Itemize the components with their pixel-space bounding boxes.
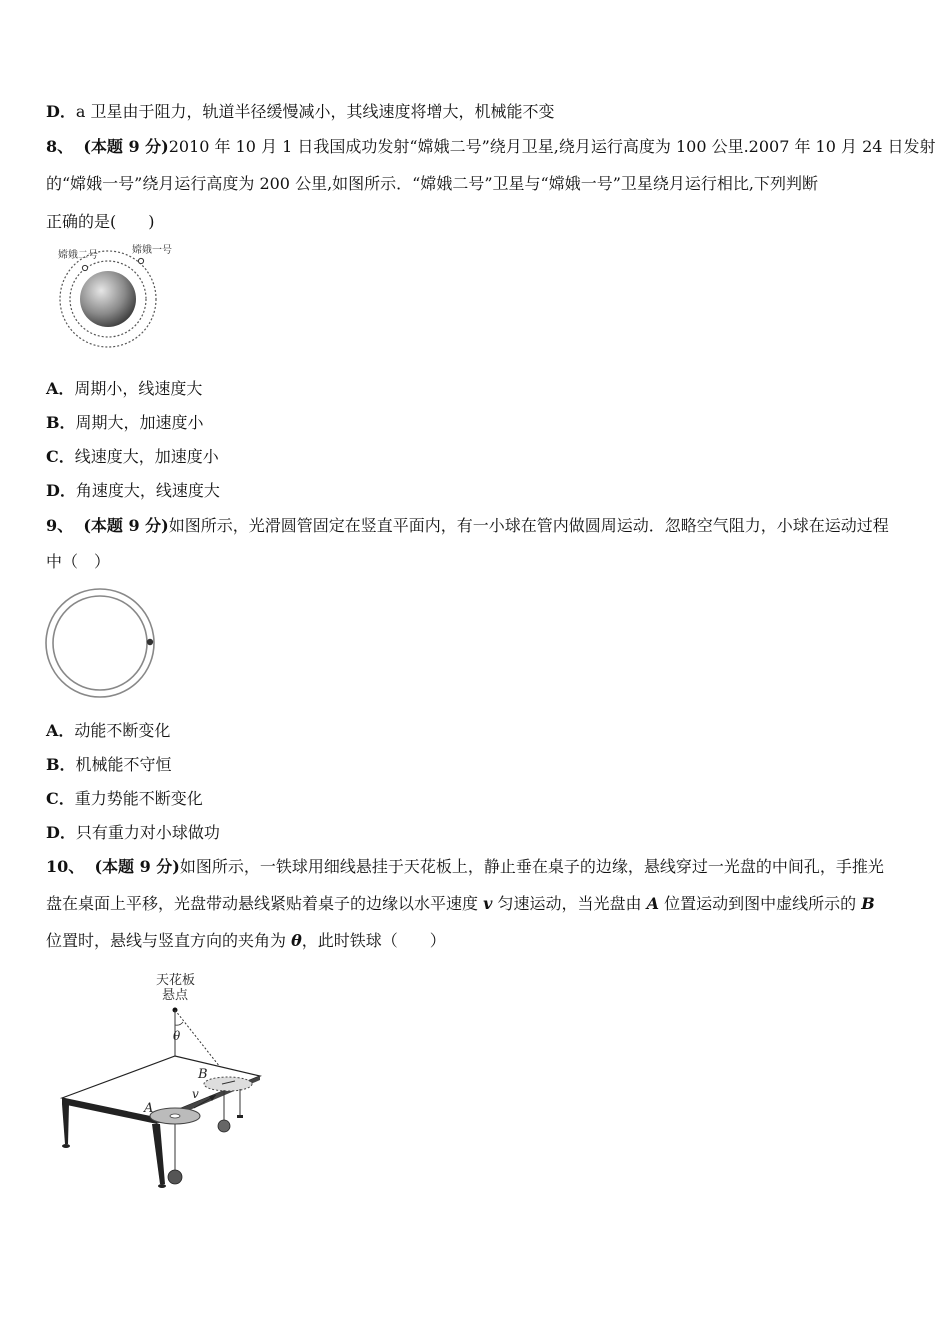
option-letter: A． <box>46 721 75 740</box>
var-v: v <box>483 894 493 913</box>
q8-option-b[interactable] <box>46 413 204 433</box>
stem-text: 位置时，悬线与竖直方向的夹角为 <box>46 931 292 950</box>
q8-stem-line1 <box>46 137 936 157</box>
label-a: A <box>144 1101 154 1116</box>
option-letter: B． <box>46 755 76 774</box>
stem-text: 2010 年 10 月 1 日我国成功发射“嫦娥二号”绕月卫星,绕月运行高度为 100 公里.2007 年 10 月 24 日发射 <box>168 137 936 156</box>
table-foot-front <box>158 1184 166 1188</box>
stem-text: ，此时铁球（ ） <box>301 931 446 950</box>
stem-text: 正确的是( ) <box>46 212 155 231</box>
question-number: 9、 <box>46 516 74 535</box>
option-text: 只有重力对小球做功 <box>75 823 220 842</box>
tube-outer-wall <box>46 589 154 697</box>
q8-option-c[interactable] <box>46 447 219 467</box>
label-chang-e-2: 嫦娥二号 <box>58 250 98 261</box>
q9-stem-line1 <box>46 516 889 536</box>
q8-orbit-figure <box>52 240 172 355</box>
option-text: 线速度大，加速度小 <box>74 447 219 466</box>
question-points: (本题 9 分) <box>83 137 169 156</box>
question-number: 8、 <box>46 137 74 156</box>
q9-stem-line2 <box>46 552 110 572</box>
tube-inner-wall <box>53 596 147 690</box>
stem-text: 匀速运动，当光盘由 <box>492 894 647 913</box>
label-ceiling: 天花板 <box>156 973 196 988</box>
label-b: B <box>198 1067 208 1082</box>
small-ball <box>147 639 153 645</box>
table-foot-left <box>62 1144 70 1148</box>
option-text: a 卫星由于阻力，轨道半径缓慢减小，其线速度将增大，机械能不变 <box>75 102 555 121</box>
option-text: 角速度大，线速度大 <box>75 481 220 500</box>
option-text: 重力势能不断变化 <box>74 789 203 808</box>
q9-option-b[interactable] <box>46 755 172 775</box>
option-letter: C． <box>46 789 75 808</box>
option-letter: B． <box>46 413 76 432</box>
q9-option-c[interactable] <box>46 789 203 809</box>
satellite-chang-e-1 <box>138 258 143 263</box>
angle-arc <box>175 1022 183 1025</box>
option-letter: A． <box>46 379 75 398</box>
stem-text: 中（ ） <box>46 552 111 571</box>
q9-option-d[interactable] <box>46 823 220 843</box>
q9-option-a[interactable] <box>46 721 170 741</box>
leg-stub <box>237 1115 243 1118</box>
option-letter: D． <box>46 823 76 842</box>
q10-table-figure <box>52 968 272 1196</box>
label-chang-e-1: 嫦娥一号 <box>132 245 172 256</box>
table-leg-left <box>62 1104 69 1144</box>
var-b: B <box>861 894 875 913</box>
iron-ball-b <box>218 1120 230 1132</box>
var-theta: θ <box>291 931 302 950</box>
option-text: 周期小，线速度大 <box>74 379 203 398</box>
q10-stem-line2 <box>46 894 875 914</box>
disc-position-b <box>204 1077 252 1091</box>
q7-option-d[interactable] <box>46 102 555 122</box>
q8-stem-line2 <box>46 174 818 194</box>
disc-hole <box>170 1114 180 1118</box>
stem-text: 如图所示，光滑圆管固定在竖直平面内，有一小球在管内做圆周运动．忽略空气阻力，小球在运动过程 <box>168 516 889 535</box>
q8-option-a[interactable] <box>46 379 202 399</box>
q9-tube-figure <box>44 586 159 701</box>
question-number: 10、 <box>46 857 85 876</box>
stem-text: 盘在桌面上平移，光盘带动悬线紧贴着桌子的边缘以水平速度 <box>46 894 484 913</box>
option-text: 机械能不守恒 <box>75 755 172 774</box>
stem-text: 如图所示，一铁球用细线悬挂于天花板上，静止垂在桌子的边缘，悬线穿过一光盘的中间孔，手推光 <box>179 857 884 876</box>
option-letter: D． <box>46 481 76 500</box>
stem-text: 位置运动到图中虚线所示的 <box>659 894 862 913</box>
q8-option-d[interactable] <box>46 481 220 501</box>
label-theta: θ <box>173 1029 181 1043</box>
option-letter: D． <box>46 102 76 121</box>
option-text: 周期大，加速度小 <box>75 413 204 432</box>
q10-stem-line3 <box>46 931 446 951</box>
iron-ball-a <box>168 1170 182 1184</box>
label-v: v <box>192 1087 199 1101</box>
label-pivot: 悬点 <box>162 988 189 1003</box>
table-leg-front <box>152 1124 165 1184</box>
satellite-chang-e-2 <box>82 265 87 270</box>
option-letter: C． <box>46 447 75 466</box>
option-text: 动能不断变化 <box>74 721 171 740</box>
stem-text: 的“嫦娥一号”绕月运行高度为 200 公里,如图所示．“嫦娥二号”卫星与“嫦娥一号”卫星绕月运行相比,下列判断 <box>46 174 818 193</box>
moon <box>80 271 136 327</box>
question-points: (本题 9 分) <box>83 516 169 535</box>
q10-stem-line1 <box>46 857 884 877</box>
question-points: (本题 9 分) <box>94 857 180 876</box>
q8-stem-line3 <box>46 212 155 232</box>
var-a: A <box>646 894 659 913</box>
